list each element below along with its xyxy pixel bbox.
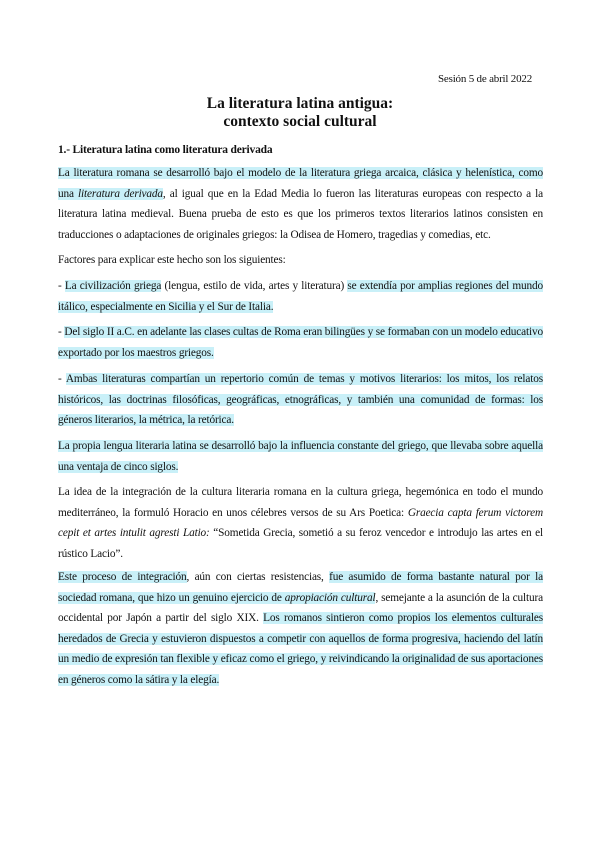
bullet-1-text-a: La civilización griega xyxy=(64,280,162,292)
session-date: Sesión 5 de abril 2022 xyxy=(438,73,532,85)
p1-text-a: La literatura romana se desarrolló bajo el modelo de la literatura griega arcaica, clásica y helenística, como una xyxy=(58,167,543,200)
bullet-3-text: Ambas literaturas compartían un repertorio común de temas y motivos literarios: los mitos, los relatos históricos, las doctrinas filosóficas, geográficas, etnográficas, y también una comunidad de formas: los géneros literarios, la métrica, la retórica. xyxy=(58,373,543,426)
paragraph-integration xyxy=(58,567,543,690)
bullet-1-dash: - xyxy=(58,280,65,292)
bullet-1 xyxy=(58,276,543,317)
bullet-2-dash: - xyxy=(58,326,65,338)
p5-text-f: Los romanos sintieron como propios los elementos culturales heredados de Grecia y estuvieron dispuestos a competir con aquellos de forma progresiva, haciendo del latín un medio de expresión tan flexible y eficaz como el griego, y reivindicando la originalidad de sus aportaciones en géneros como la sátira y la elegía. xyxy=(58,612,543,686)
bullet-3-dash: - xyxy=(58,373,66,385)
paragraph-factors: Factores para explicar este hecho son los siguientes: xyxy=(58,254,286,266)
p5-text-c: fue asumido de forma bastante natural por la sociedad romana, que hizo un genuino ejercicio de xyxy=(58,571,543,604)
bullet-3 xyxy=(58,369,543,431)
p1-text-c: , al igual que en la Edad Media lo fueron las literaturas europeas con respecto a la literatura latina medieval. Buena prueba de esto es que los primeros textos literarios latinos consisten en traducciones o adaptaciones de originales griegos: la Odisea de Homero, tragedias y comedias, etc. xyxy=(58,187,543,241)
paragraph-intro xyxy=(58,163,543,245)
p1-italic: literatura derivada xyxy=(78,187,163,200)
p5-text-e: , semejante a la asunción de la cultura occidental por Japón a partir del siglo XIX. xyxy=(58,591,544,624)
page-title xyxy=(0,95,600,131)
section-heading: 1.- Literatura latina como literatura derivada xyxy=(58,144,273,156)
bullet-2-text: Del siglo II a.C. en adelante las clases cultas de Roma eran bilingües y se formaban con un modelo educativo exportado por los maestros griegos. xyxy=(58,326,543,359)
p4-text-c: “Sometida Grecia, sometió a su feroz vencedor e introdujo las artes en el rústico Lacio”. xyxy=(58,527,544,560)
p5-text-a: Este proceso de integración xyxy=(58,571,187,583)
title-line-2: contexto social cultural xyxy=(223,113,377,130)
bullet-1-text-b: (lengua, estilo de vida, artes y literatura) xyxy=(161,280,348,292)
paragraph-horace xyxy=(58,482,543,564)
p4-latin-quote: Graecia capta ferum victorem cepit et artes intulit agresti Latio: xyxy=(58,506,543,539)
p4-text-a: La idea de la integración de la cultura literaria romana en la cultura griega, hegemónica en todo el mundo mediterráneo, la formuló Horacio en unos célebres versos de su Ars Poetica: xyxy=(58,486,543,519)
bullet-1-text-c: se extendía por amplias regiones del mundo itálico, especialmente en Sicilia y el Sur de Italia. xyxy=(58,280,543,313)
p5-italic: apropiación cultural xyxy=(284,591,376,604)
p3-text: La propia lengua literaria latina se desarrolló bajo la influencia constante del griego, que llevaba sobre aquella una ventaja de cinco siglos. xyxy=(58,440,543,473)
p5-text-b: , aún con ciertas resistencias, xyxy=(186,571,330,583)
paragraph-language xyxy=(58,436,543,477)
title-line-1: La literatura latina antigua: xyxy=(206,95,394,112)
bullet-2 xyxy=(58,322,543,363)
